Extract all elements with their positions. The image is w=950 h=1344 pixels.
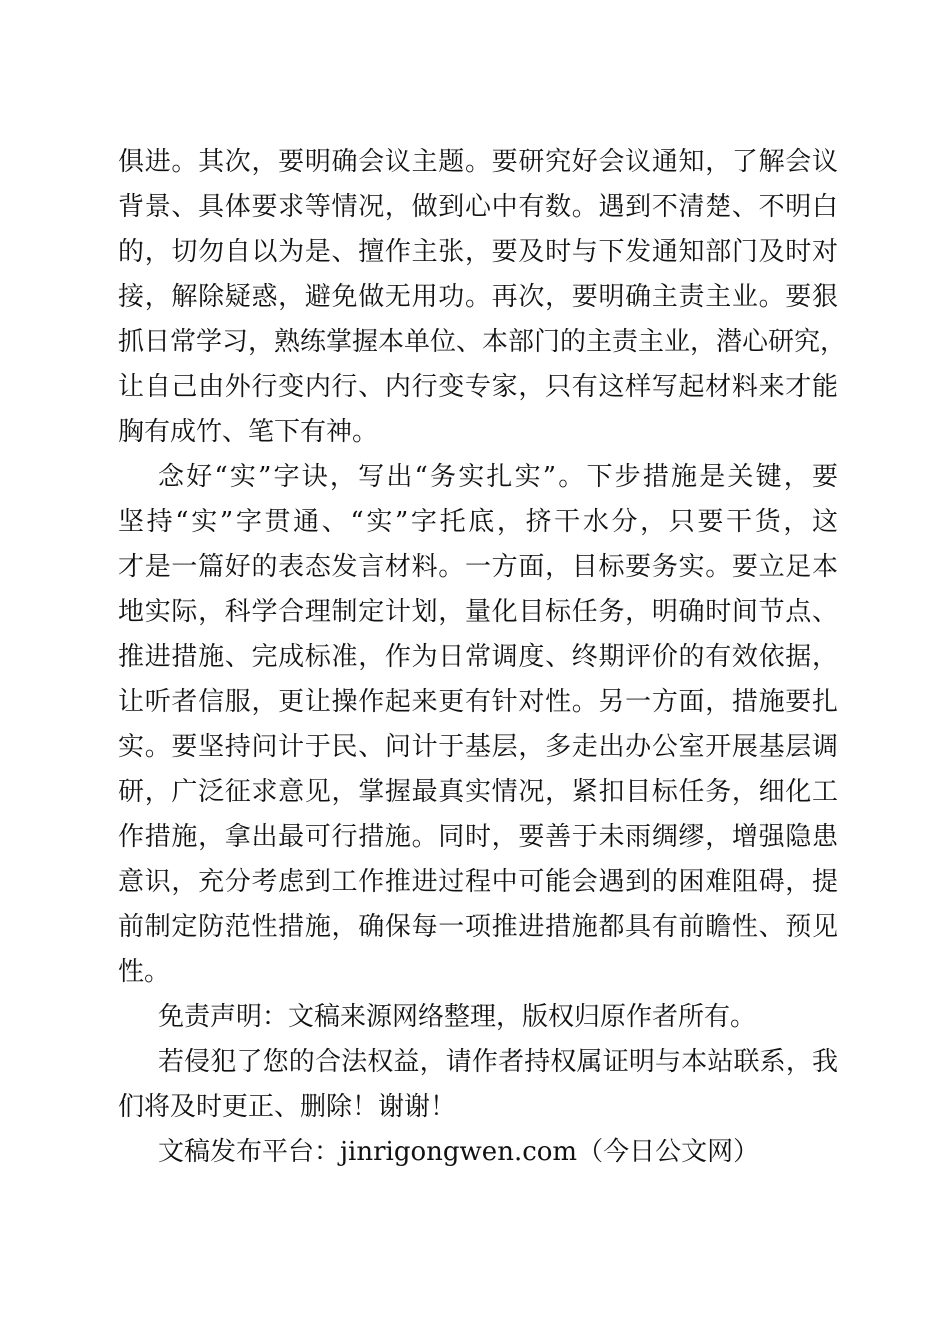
paragraph-line: 念好“实”字诀，写出“务实扎实”。下步措施是关键，要 bbox=[158, 462, 838, 492]
paragraph-1 bbox=[118, 140, 847, 455]
paragraph-line: 研，广泛征求意见，掌握最真实情况，紧扣目标任务，细化工 bbox=[118, 777, 838, 807]
platform-text: 文稿发布平台：jinrigongwen.com（今日公文网） bbox=[158, 1137, 760, 1167]
disclaimer-paragraph bbox=[118, 995, 838, 1040]
paragraph-line: 让听者信服，更让操作起来更有针对性。另一方面，措施要扎 bbox=[118, 687, 838, 717]
paragraph-line: 作措施，拿出最可行措施。同时，要善于未雨绸缪，增强隐患 bbox=[118, 822, 838, 852]
paragraph-line: 实。要坚持问计于民、问计于基层，多走出办公室开展基层调 bbox=[118, 732, 838, 762]
platform-paragraph bbox=[118, 1130, 838, 1175]
paragraph-line: 性。 bbox=[118, 957, 171, 987]
document-body bbox=[118, 140, 847, 1175]
paragraph-line: 接，解除疑惑，避免做无用功。再次，要明确主责主业。要狠 bbox=[118, 282, 838, 312]
notice-line: 若侵犯了您的合法权益，请作者持权属证明与本站联系，我 bbox=[158, 1047, 838, 1077]
notice-line: 们将及时更正、删除！谢谢！ bbox=[118, 1092, 457, 1122]
disclaimer-text: 免责声明：文稿来源网络整理，版权归原作者所有。 bbox=[158, 1002, 757, 1032]
paragraph-line: 抓日常学习，熟练掌握本单位、本部门的主责主业，潜心研究， bbox=[118, 327, 847, 357]
paragraph-line: 让自己由外行变内行、内行变专家，只有这样写起材料来才能 bbox=[118, 372, 838, 402]
paragraph-2 bbox=[118, 455, 838, 995]
paragraph-line: 背景、具体要求等情况，做到心中有数。遇到不清楚、不明白 bbox=[118, 192, 838, 222]
paragraph-line: 推进措施、完成标准，作为日常调度、终期评价的有效依据， bbox=[118, 642, 838, 672]
paragraph-line: 前制定防范性措施，确保每一项推进措施都具有前瞻性、预见 bbox=[118, 912, 838, 942]
paragraph-line: 胸有成竹、笔下有神。 bbox=[118, 417, 379, 447]
paragraph-line: 俱进。其次，要明确会议主题。要研究好会议通知，了解会议 bbox=[118, 147, 838, 177]
paragraph-line: 意识，充分考虑到工作推进过程中可能会遇到的困难阻碍，提 bbox=[118, 867, 838, 897]
paragraph-line: 的，切勿自以为是、擅作主张，要及时与下发通知部门及时对 bbox=[118, 237, 838, 267]
paragraph-line: 才是一篇好的表态发言材料。一方面，目标要务实。要立足本 bbox=[118, 552, 838, 582]
paragraph-line: 地实际，科学合理制定计划，量化目标任务，明确时间节点、 bbox=[118, 597, 838, 627]
paragraph-line: 坚持“实”字贯通、“实”字托底，挤干水分，只要干货，这 bbox=[118, 507, 838, 537]
notice-paragraph bbox=[118, 1040, 838, 1130]
